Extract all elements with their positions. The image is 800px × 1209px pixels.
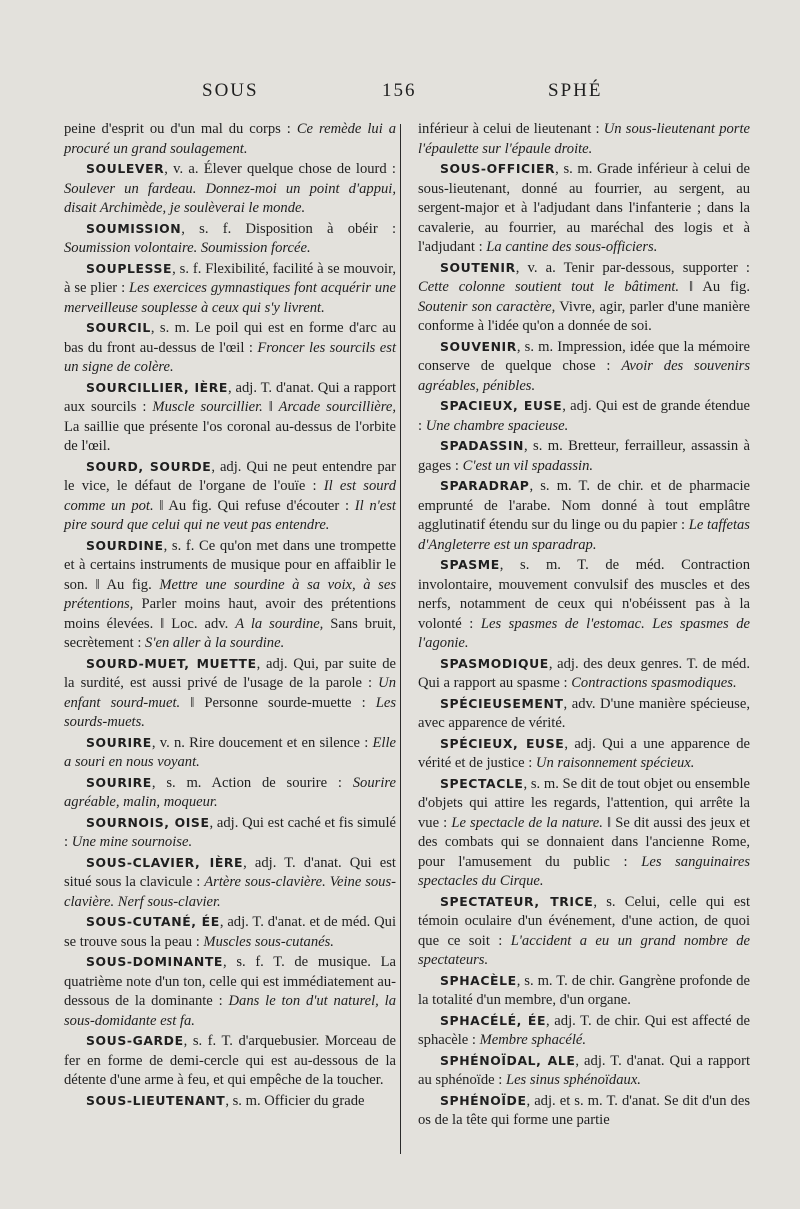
entry-definition: peine d'esprit ou d'un mal du corps : [64, 121, 297, 137]
entry-definition: , adj. et s. m. T. d'anat. Se dit d'un des os de la tête qui forme une partie [418, 1092, 750, 1128]
entry-example: Membre sphacélé. [479, 1032, 587, 1048]
entry-headword: SPHACÈLE [440, 972, 517, 988]
entry-definition: , s. m. Officier du grade [225, 1092, 365, 1109]
entry-headword: SPHACÉLÉ, ÉE [440, 1012, 547, 1028]
entry-definition: , s. m. T. de méd. Contraction involontaire, mouvement convulsif des muscles et des nerfs, notamment de ceux qui n'obéissent pas à la volonté : [418, 557, 750, 632]
dictionary-entry [64, 457, 396, 536]
entry-example: Les spasmes de l'estomac. Les spasmes de l'agonie. [418, 615, 750, 651]
entry-definition: , s. m. Impression, idée que la mémoire conserve de quelque chose : [418, 338, 750, 374]
entry-headword: SPASMODIQUE [440, 655, 549, 671]
dictionary-entry [418, 892, 750, 971]
entry-definition: , v. n. Rire doucement et en silence : [151, 734, 373, 751]
dictionary-entry [418, 971, 750, 1011]
entry-example: Contractions spasmodiques. [571, 675, 737, 691]
entry-example: Les exercices gymnastiques font acquérir une merveilleuse souplesse à ceux qui s'y livrent. [64, 280, 397, 316]
entry-example: Une mine sournoise. [71, 834, 193, 850]
entry-headword: SOUVENIR [440, 338, 517, 354]
entry-example: Cette colonne soutient tout le bâtiment. [418, 279, 680, 295]
entry-definition: ‖ Au fig. Qui refuse d'écouter : [153, 497, 355, 514]
page-number: 156 [382, 80, 417, 101]
entry-example: Soulever un fardeau. Donnez-moi un point d'appui, disait Archimède, je soulèverai le monde. [64, 180, 396, 216]
dictionary-entry [64, 654, 396, 733]
entry-example: Ce remède lui a procuré un grand soulagement. [64, 121, 397, 157]
dictionary-entry [418, 555, 750, 654]
entry-headword: SPACIEUX, EUSE [440, 398, 563, 413]
dictionary-entry [64, 120, 396, 159]
entry-headword: SOUMISSION [86, 220, 182, 236]
entry-headword: SOUS-DOMINANTE [86, 954, 223, 969]
entry-definition: , adj. Qui ne peut entendre par le vice, le défaut de l'organe de l'ouïe : [64, 458, 396, 494]
entry-headword: SOUPLESSE [86, 260, 173, 276]
right-column [418, 120, 750, 1131]
dictionary-entry [418, 1051, 750, 1091]
entry-definition: , s. m. Se dit de tout objet ou ensemble d'objets qui attire les regards, l'attention, qui arrête la vue : [418, 775, 750, 831]
entry-example: Soumission volontaire. Soumission forcée. [64, 240, 311, 256]
entry-example: Un raisonnement spécieux. [535, 755, 695, 771]
dictionary-entry [418, 694, 750, 734]
entry-example: Mettre une sourdine à sa voix, à ses prétentions, [64, 576, 396, 612]
dictionary-entry [64, 813, 396, 853]
entry-definition: , s. f. T. d'arquebusier. Morceau de fer en forme de demi-cercle qui est au-dessous de la détente d'une arme à feu, et qui empêche de la toucher. [64, 1033, 396, 1088]
entry-definition: ‖ Se dit aussi des jeux et des combats qui se donnaient dans l'ancienne Rome, pour l'amusement du public : [418, 814, 750, 870]
entry-headword: SOUS-GARDE [86, 1033, 184, 1048]
entry-example: Un enfant sourd-muet. [64, 675, 396, 711]
dictionary-entry [418, 120, 750, 159]
entry-headword: SOUS-CLAVIER, IÈRE [86, 854, 244, 870]
entry-definition: , adj. Qui a une apparence de vérité et de justice : [418, 735, 750, 771]
entry-example: L'accident a eu un grand nombre de spectateurs. [418, 932, 750, 968]
entry-example: Dans le ton d'ut naturel, la sous-domidante est fa. [64, 993, 396, 1029]
dictionary-entry [64, 952, 396, 1031]
dictionary-entry [418, 476, 750, 555]
entry-example: Muscle sourcillier. ‖ Arcade sourcillière, [152, 399, 396, 415]
dictionary-entry [418, 1011, 750, 1051]
entry-definition: Parler moins haut, avoir des prétentions moins élevées. ‖ Loc. adv. [64, 596, 396, 632]
entry-definition: , s. m. T. de chir. Gangrène profonde de la totalité d'un membre, d'un organe. [418, 972, 750, 1008]
entry-definition: ‖ Personne sourde-muette : [180, 694, 376, 711]
entry-headword: SPHÉNOÏDE [440, 1092, 527, 1108]
entry-definition: , adj. Qui, par suite de la surdité, est aussi privé de l'usage de la parole : [64, 655, 396, 691]
dictionary-entry [418, 436, 750, 476]
entry-definition: , s. Celui, celle qui est témoin oculaire d'un événement, d'une action, de quoi que ce soit : [418, 893, 750, 949]
entry-definition: , adj. T. d'anat. Qui a rapport au sphénoïde : [418, 1052, 751, 1088]
entry-headword: SOURD, SOURDE [86, 458, 212, 474]
entry-example: Un sous-lieutenant porte l'épaulette sur l'épaule droite. [418, 121, 750, 157]
dictionary-entry [64, 853, 396, 913]
dictionary-entry [64, 378, 396, 457]
dictionary-entry [418, 1091, 750, 1131]
entry-headword: SPECTATEUR, TRICE [440, 893, 594, 909]
entry-headword: SOURIRE [86, 774, 152, 790]
entry-example: Une chambre spacieuse. [425, 417, 569, 434]
entry-example: Les sinus sphénoïdaux. [505, 1072, 641, 1088]
entry-example: Les sourds-muets. [64, 694, 396, 730]
entry-definition: Vivre, agir, parler d'une manière conforme à l'idée qu'on a donnée de soi. [418, 298, 751, 334]
entry-headword: SOURD-MUET, MUETTE [86, 655, 257, 671]
running-head-left: SOUS [202, 80, 259, 101]
dictionary-entry [418, 337, 750, 397]
entry-headword: SOURDINE [86, 537, 164, 553]
entry-example: Elle a souri en nous voyant. [64, 734, 396, 770]
column-divider [400, 124, 401, 1154]
entry-example: Sourire agréable, malin, moqueur. [64, 774, 396, 810]
entry-definition: , adj. T. d'anat. Qui est situé sous la clavicule : [64, 854, 396, 890]
dictionary-entry [418, 654, 750, 694]
dictionary-entry [64, 1031, 396, 1091]
entry-definition: , s. f. Disposition à obéir : [181, 220, 396, 237]
running-head-right: SPHÉ [548, 80, 603, 101]
entry-example: La cantine des sous-officiers. [486, 239, 658, 255]
entry-definition: , adj. T. d'anat. Qui a rapport aux sourcils : [64, 379, 397, 415]
entry-headword: SOURNOIS, OISE [86, 814, 210, 830]
dictionary-entry [64, 259, 396, 319]
entry-definition: , v. a. Élever quelque chose de lourd : [164, 161, 396, 177]
entry-example: Muscles sous-cutanés. [203, 933, 334, 950]
entry-headword: SOURCIL [86, 320, 151, 335]
entry-example: Avoir des souvenirs agréables, pénibles. [418, 358, 750, 394]
entry-example: Le taffetas d'Angleterre est un sparadrap. [418, 517, 750, 553]
entry-definition: inférieur à celui de lieutenant : [418, 121, 604, 137]
entry-headword: SPADASSIN [440, 438, 525, 453]
entry-definition: , v. a. Tenir par-dessous, supporter : [515, 259, 750, 276]
entry-example: Le spectacle de la nature. [451, 814, 603, 831]
entry-headword: SPHÉNOÏDAL, ALE [440, 1052, 576, 1068]
entry-example: Il est sourd comme un pot. [64, 478, 396, 514]
entry-example: Artère sous-clavière. Veine sous-clavière. Nerf sous-clavier. [64, 874, 397, 910]
dictionary-entry [64, 159, 396, 219]
entry-definition: , s. f. Ce qu'on met dans une trompette et à certains instruments de musique pour en affaiblir le son. ‖ Au fig. [64, 537, 396, 593]
entry-definition: , s. f. Flexibilité, facilité à se mouvoir, à se plier : [64, 260, 396, 296]
entry-definition: ‖ Au fig. [679, 279, 751, 295]
dictionary-entry [64, 912, 396, 952]
entry-headword: SOURCILLIER, IÈRE [86, 379, 228, 395]
entry-headword: SPÉCIEUX, EUSE [440, 735, 565, 751]
entry-headword: SOUS-LIEUTENANT [86, 1092, 226, 1108]
entry-definition: , s. f. T. de musique. La quatrième note d'un ton, celle qui est immédiatement au-dessous de la dominante : [64, 954, 396, 1009]
entry-definition: , adv. D'une manière spécieuse, avec apparence de vérité. [418, 695, 750, 731]
dictionary-entry [418, 396, 750, 436]
dictionary-entry [64, 773, 396, 813]
entry-headword: SOUTENIR [440, 259, 516, 275]
entry-example: Soutenir son caractère, [418, 298, 556, 315]
entry-headword: SPÉCIEUSEMENT [440, 695, 564, 711]
dictionary-entry [64, 536, 396, 654]
entry-headword: SOUS-OFFICIER [440, 161, 556, 176]
entry-definition: , adj. Qui est de grande étendue : [418, 398, 750, 434]
dictionary-entry [418, 258, 750, 337]
entry-example: A la sourdine, [235, 615, 324, 632]
entry-example: Les sanguinaires spectacles du Cirque. [418, 853, 750, 889]
entry-definition: , s. m. Action de sourire : [151, 774, 353, 791]
entry-definition: , s. m. Bretteur, ferrailleur, assassin à gages : [418, 438, 750, 474]
entry-example: C'est un vil spadassin. [462, 457, 594, 474]
entry-example: Il n'est pire sourd que celui qui ne veut pas entendre. [64, 497, 396, 533]
entry-headword: SOULEVER [86, 161, 165, 176]
left-column [64, 120, 396, 1111]
entry-definition: , s. m. Le poil qui est en forme d'arc au bas du front au-dessus de l'œil : [64, 320, 396, 356]
entry-headword: SPARADRAP [440, 478, 530, 493]
entry-definition: La saillie que présente l'os coronal au-dessus de l'orbite de l'œil. [64, 418, 396, 454]
dictionary-entry [418, 159, 750, 258]
entry-definition: , adj. T. de chir. Qui est affecté de sphacèle : [418, 1012, 750, 1048]
entry-definition: , s. m. T. de chir. et de pharmacie emprunté de l'arabe. Nom donné à tout emplâtre agglutinatif étendu sur du linge ou du papier : [418, 478, 750, 533]
dictionary-entry [64, 318, 396, 378]
entry-example: S'en aller à la sourdine. [145, 635, 285, 651]
dictionary-entry [418, 774, 750, 892]
entry-example: Froncer les sourcils est un signe de colère. [64, 339, 396, 375]
dictionary-entry [64, 733, 396, 773]
entry-definition: , adj. T. d'anat. et de méd. Qui se trouve sous la peau : [64, 914, 396, 950]
dictionary-entry [64, 219, 396, 259]
entry-definition: , adj. Qui est caché et fis simulé : [64, 814, 396, 850]
entry-headword: SOURIRE [86, 734, 152, 750]
entry-headword: SPECTACLE [440, 775, 524, 791]
entry-headword: SOUS-CUTANÉ, ÉE [86, 914, 220, 929]
entry-definition: , s. m. Grade inférieur à celui de sous-lieutenant, donné au fourrier, au sergent, au sergent-major et à l'adjudant dans l'infanterie ; dans la cavalerie, au fourrier, au maréchal des logis et à l'adjudant : [418, 161, 750, 255]
entry-definition: Sans bruit, secrètement : [64, 615, 397, 651]
entry-headword: SPASME [440, 557, 500, 572]
entry-definition: , adj. des deux genres. T. de méd. Qui a rapport au spasme : [418, 655, 750, 691]
dictionary-entry [64, 1091, 396, 1112]
dictionary-entry [418, 734, 750, 774]
